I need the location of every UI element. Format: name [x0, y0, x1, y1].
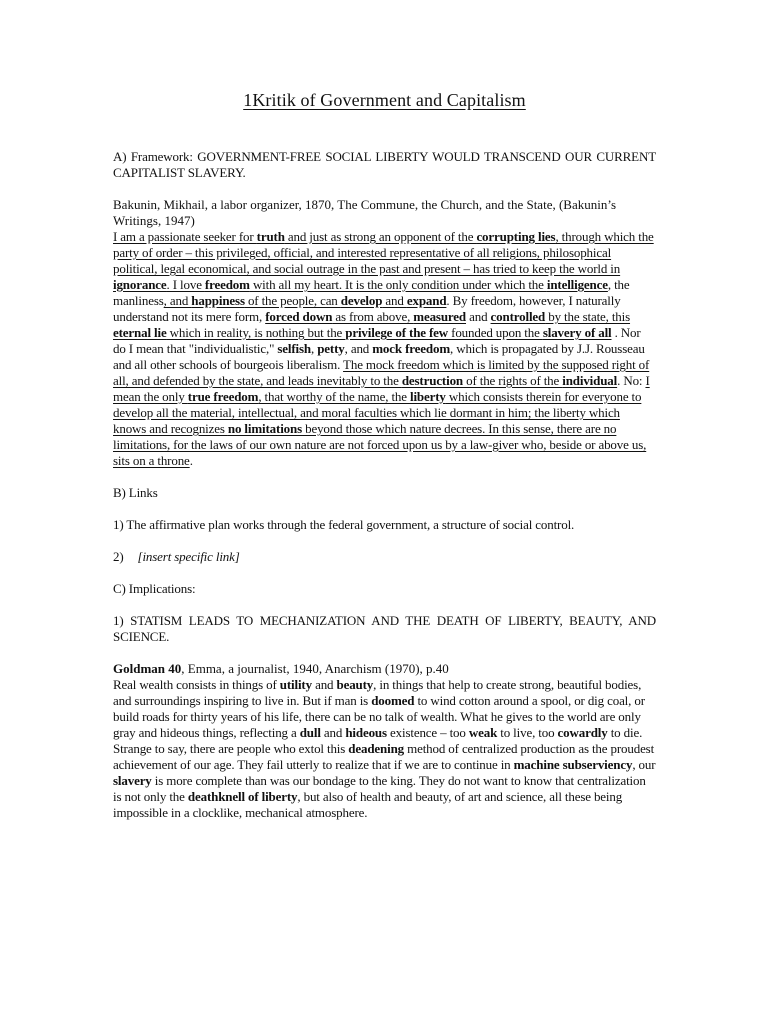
link-2-placeholder: [insert specific link]: [137, 549, 240, 564]
bakunin-card-run: liberty: [409, 389, 446, 404]
bakunin-card-run: , which is propagated by J.J. Rousseau and all other schools of bourgeois liberalism.: [113, 341, 645, 372]
goldman-card-run: to wind cotton around a spool, or dig coal, or build roads for thirty years of his life, there can be no talk of wealth. What he gives to the world are only gray and hideous things, reflecting a: [113, 693, 645, 740]
bakunin-card-run: , and: [163, 293, 192, 308]
goldman-card-run: and: [320, 725, 346, 740]
goldman-card-run: weak: [468, 725, 498, 740]
goldman-card-run: , in things that help to create strong, beautiful bodies, and surroundings inspiring to live in. But if man is: [113, 677, 642, 708]
goldman-card-run: doomed: [371, 693, 415, 708]
framework-heading: A) Framework: GOVERNMENT-FREE SOCIAL LIBERTY WOULD TRANSCEND OUR CURRENT CAPITALIST SLAVERY.: [113, 149, 656, 180]
bakunin-card-run: controlled: [490, 309, 546, 324]
bakunin-card-run: develop: [340, 293, 383, 308]
goldman-card-run: utility: [279, 677, 312, 692]
link-2: [113, 549, 656, 565]
bakunin-card-run: no limitations: [227, 421, 303, 436]
bakunin-card-run: corrupting lies: [476, 229, 556, 244]
bakunin-card-run: true freedom: [187, 389, 259, 404]
goldman-card-run: , our: [632, 757, 656, 772]
bakunin-card-run: beyond those which nature decrees. In this sense, there are no limitations, for the laws of our own nature are not forced upon us by a law-giver who, beside or above us, sits on a throne: [113, 421, 647, 468]
bakunin-card-run: , that worthy of the name, the: [258, 389, 410, 404]
bakunin-card-run: with all my heart. It is the only condition under which the: [249, 277, 547, 292]
bakunin-card-run: selfish: [277, 341, 311, 356]
goldman-card-run: slavery: [113, 773, 152, 788]
goldman-card-run: to die. Strange to say, there are people who extol this: [113, 725, 643, 756]
bakunin-card-run: of the people, can: [244, 293, 341, 308]
goldman-card-run: deathknell of liberty: [187, 789, 298, 804]
bakunin-card-run: The mock freedom which is limited by the supposed right of all, and defended by the state, and leads inevitably to the: [113, 357, 650, 388]
links-heading: B) Links: [113, 485, 158, 500]
goldman-cite-rest: , Emma, a journalist, 1940, Anarchism (1970), p.40: [181, 661, 449, 676]
bakunin-card-run: ignorance: [113, 277, 167, 292]
bakunin-card-run: eternal lie: [113, 325, 167, 340]
document-title: 1Kritik of Government and Capitalism: [243, 90, 526, 110]
link-1: 1) The affirmative plan works through the federal government, a structure of social control.: [113, 517, 575, 532]
goldman-card-run: beauty: [336, 677, 374, 692]
goldman-card-run: hideous: [345, 725, 387, 740]
bakunin-card-run: of the rights of the: [463, 373, 563, 388]
link-2-number: 2): [113, 549, 124, 564]
bakunin-card-run: by the state, this: [545, 309, 631, 324]
bakunin-card-run: I mean the only: [113, 373, 650, 404]
implications-heading: C) Implications:: [113, 581, 196, 596]
bakunin-card-run: and just as strong an opponent of the: [284, 229, 477, 244]
bakunin-card-run: mock freedom: [372, 341, 450, 356]
bakunin-card-run: intelligence: [546, 277, 608, 292]
bakunin-card-run: freedom: [204, 277, 250, 292]
bakunin-card-run: which consists therein for everyone to develop all the material, intellectual, and moral faculties which lie dormant in him; the liberty which knows and recognizes: [113, 389, 642, 436]
impact-1-heading: 1) STATISM LEADS TO MECHANIZATION AND THE DEATH OF LIBERTY, BEAUTY, AND SCIENCE.: [113, 613, 656, 644]
bakunin-card-run: expand: [406, 293, 447, 308]
bakunin-card-run: and: [382, 293, 407, 308]
goldman-citation: [113, 661, 656, 677]
bakunin-card-run: . I love: [166, 277, 205, 292]
bakunin-card-run: and: [466, 309, 491, 324]
bakunin-card-run: truth: [256, 229, 285, 244]
bakunin-card-run: forced down: [265, 309, 333, 324]
goldman-card-run: dull: [299, 725, 321, 740]
goldman-card-run: cowardly: [557, 725, 608, 740]
goldman-cite-tag: Goldman 40: [113, 661, 182, 676]
bakunin-card-run: individual: [562, 373, 618, 388]
goldman-card-run: existence – too: [386, 725, 469, 740]
bakunin-card-run: . No:: [617, 373, 646, 388]
goldman-card-run: , but also of health and beauty, of art and science, all these being impossible in a clocklike, mechanical atmosphere.: [113, 789, 623, 820]
goldman-card-run: deadening: [348, 741, 405, 756]
bakunin-card-run: , through which the party of order – this privileged, official, and interested representative of all religions, philosophical political, legal economical, and social outrage in the past and present – has tried to keep the world in: [113, 229, 654, 276]
bakunin-card-run: . By freedom, however, I naturally understand not its mere form,: [113, 293, 621, 324]
goldman-card-run: to live, too: [497, 725, 558, 740]
goldman-card-run: machine subserviency: [513, 757, 633, 772]
bakunin-card-run: as from above,: [332, 309, 414, 324]
bakunin-card-run: measured: [413, 309, 467, 324]
goldman-card-text: [113, 677, 656, 821]
bakunin-card-run: petty: [317, 341, 345, 356]
bakunin-card-run: I am a passionate seeker for: [113, 229, 257, 244]
goldman-card-run: and: [311, 677, 337, 692]
bakunin-card-run: privilege of the few: [345, 325, 449, 340]
bakunin-card-run: ,: [311, 341, 318, 356]
bakunin-citation: Bakunin, Mikhail, a labor organizer, 1870, The Commune, the Church, and the State, (Bakunin’s Writings, 1947): [113, 197, 617, 228]
goldman-card-run: Real wealth consists in things of: [113, 677, 280, 692]
bakunin-card-run: which in reality, is nothing but the: [166, 325, 346, 340]
bakunin-card-run: , and: [344, 341, 373, 356]
goldman-card-run: is more complete than was our bondage to the king. They do not want to know that centralization is not only the: [113, 773, 646, 804]
bakunin-card-text: [113, 229, 656, 469]
goldman-card-run: method of centralized production as the proudest achievement of our age. They fail utterly to realize that if we are to continue in: [113, 741, 655, 772]
bakunin-card-run: slavery of all: [542, 325, 612, 340]
bakunin-card-run: happiness: [191, 293, 245, 308]
bakunin-card-run: . Nor do I mean that "individualistic,": [113, 325, 641, 356]
bakunin-card-run: .: [189, 453, 193, 468]
bakunin-card-run: destruction: [401, 373, 464, 388]
bakunin-card-run: founded upon the: [448, 325, 543, 340]
bakunin-card-run: , the manliness: [113, 277, 630, 308]
